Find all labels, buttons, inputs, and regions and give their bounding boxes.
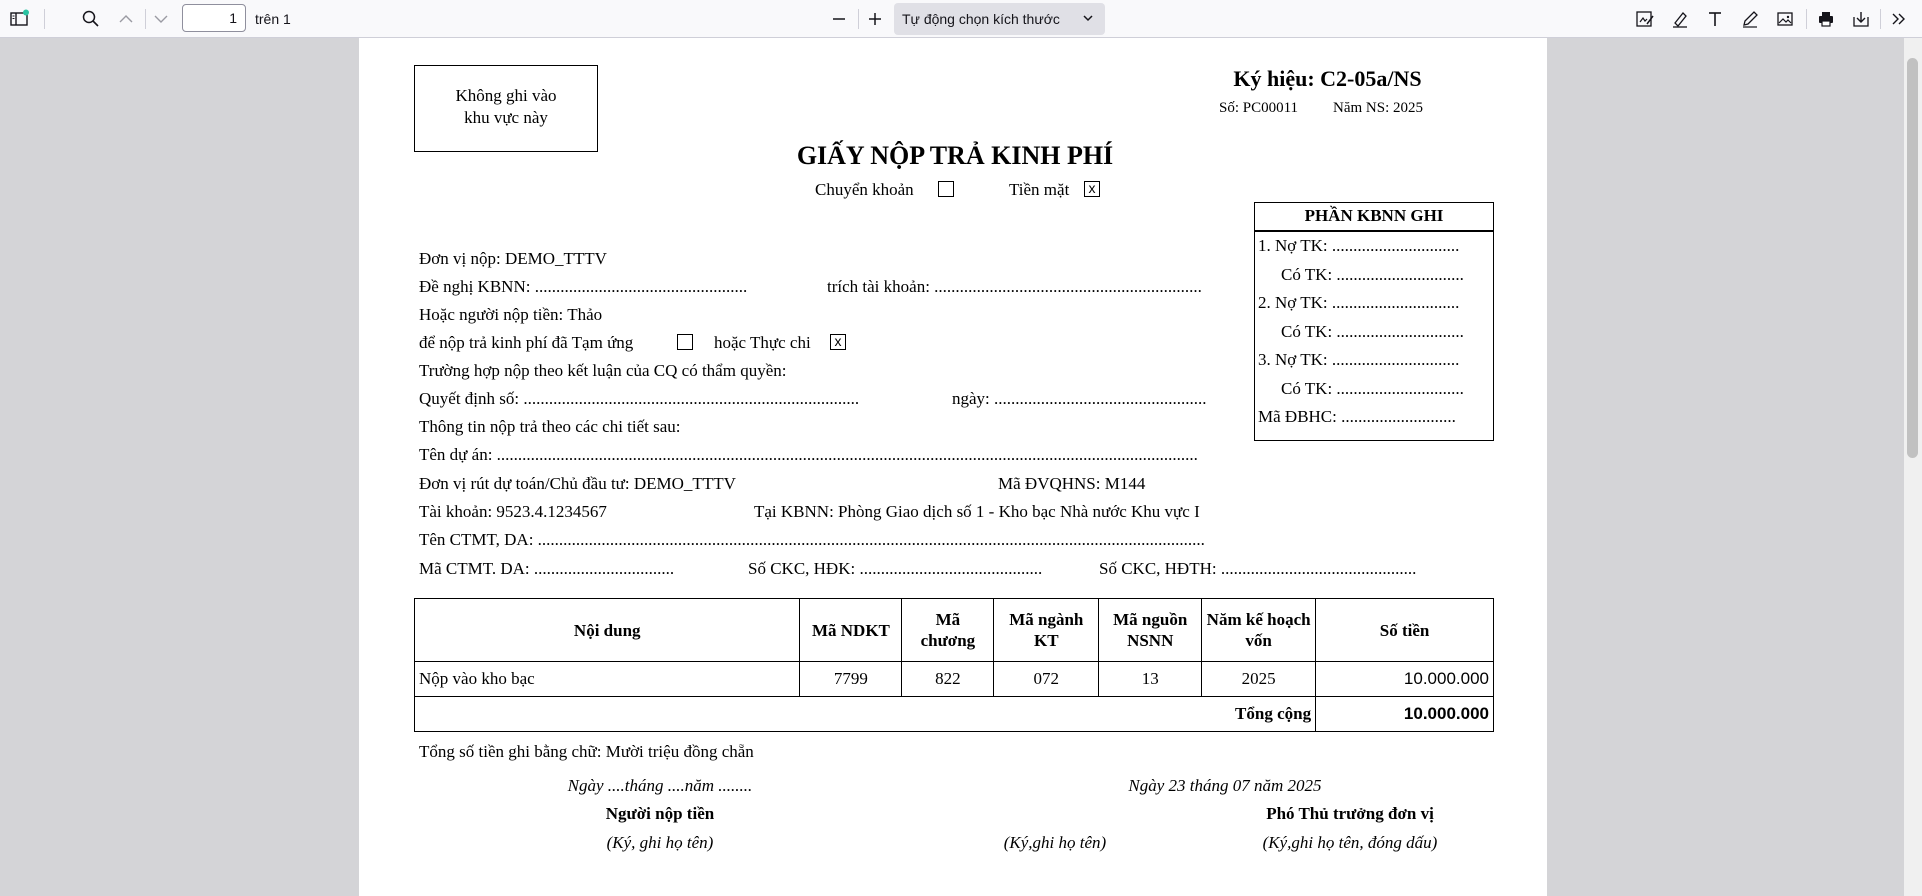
payer-sign-note: (Ký, ghi họ tên) xyxy=(606,833,714,852)
more-tools-icon[interactable] xyxy=(1886,0,1912,38)
budget-unit: Đơn vị rút dự toán/Chủ đầu tư: DEMO_TTTV xyxy=(419,474,736,493)
payment-table xyxy=(414,598,1494,732)
kbnn-line: Mã ĐBHC: ........................... xyxy=(1258,407,1456,426)
form-number: Số: PC00011 xyxy=(1219,100,1299,116)
zoom-out-icon[interactable] xyxy=(826,0,852,38)
toolbar-divider xyxy=(1880,9,1881,29)
table-cell: 072 xyxy=(994,662,1099,697)
table-total-row xyxy=(415,697,1494,732)
scrollbar-thumb[interactable] xyxy=(1907,58,1918,458)
kbnn-line: Có TK: .............................. xyxy=(1281,379,1464,398)
draw-icon[interactable] xyxy=(1737,0,1763,38)
unit-code: Mã ĐVQHNS: M144 xyxy=(998,474,1146,493)
project-name: Tên dự án: ..................................................................................................................................................................... xyxy=(419,445,1198,464)
request-kbnn: Đề nghị KBNN: .................................................. xyxy=(419,277,748,296)
deputy-head-title: Phó Thủ trưởng đơn vị xyxy=(1266,804,1434,823)
kbnn-line: Có TK: .............................. xyxy=(1281,322,1464,341)
table-cell: 822 xyxy=(902,662,994,697)
table-cell: 7799 xyxy=(800,662,902,697)
decision-number: Quyết định số: ............................................................................... xyxy=(419,389,860,408)
image-icon[interactable] xyxy=(1772,0,1798,38)
save-icon[interactable] xyxy=(1848,0,1874,38)
column-header: Nội dung xyxy=(415,599,800,662)
budget-year: Năm NS: 2025 xyxy=(1333,100,1423,116)
decision-date: ngày: .................................................. xyxy=(952,389,1207,408)
payer-title: Người nộp tiền xyxy=(605,804,715,823)
program-code: Mã CTMT. DA: ................................. xyxy=(419,559,675,578)
signature-icon[interactable] xyxy=(1632,0,1658,38)
zoom-in-icon[interactable] xyxy=(862,0,888,38)
toolbar-divider xyxy=(145,9,146,29)
column-header: Mã chương xyxy=(902,599,994,662)
actual-spend-checkbox[interactable]: x xyxy=(830,334,846,350)
table-cell: 2025 xyxy=(1202,662,1316,697)
page-title: GIẤY NỘP TRẢ KINH PHÍ xyxy=(796,141,1114,170)
kbnn-box-divider xyxy=(1255,230,1493,232)
zoom-select-label: Tự động chọn kích thước xyxy=(902,11,1060,27)
transfer-checkbox[interactable] xyxy=(938,181,954,197)
form-symbol: Ký hiệu: C2-05a/NS xyxy=(1233,66,1422,91)
text-icon[interactable] xyxy=(1702,0,1728,38)
kbnn-line: 3. Nợ TK: .............................. xyxy=(1258,350,1460,369)
column-header: Năm kế hoạch vốn xyxy=(1202,599,1316,662)
cash-checkbox[interactable]: x xyxy=(1084,181,1100,197)
highlight-icon[interactable] xyxy=(1667,0,1693,38)
column-header: Mã NDKT xyxy=(800,599,902,662)
middle-sign-note: (Ký,ghi họ tên) xyxy=(1003,833,1107,852)
column-header: Mã ngành KT xyxy=(994,599,1099,662)
table-header-row xyxy=(415,599,1494,662)
ckc-hdk: Số CKC, HĐK: ........................................... xyxy=(748,559,1043,578)
amount-in-words: Tổng số tiền ghi bằng chữ: Mười triệu đồng chẵn xyxy=(419,742,754,761)
cash-label: Tiền mặt xyxy=(1009,180,1070,199)
column-header: Mã nguồn NSNN xyxy=(1099,599,1202,662)
payer-sign-date: Ngày ....tháng ....năm ........ xyxy=(567,776,753,795)
details-intro: Thông tin nộp trả theo các chi tiết sau: xyxy=(419,417,681,436)
page-count-label: trên 1 xyxy=(255,11,291,27)
kbnn-box-title: PHẦN KBNN GHI xyxy=(1304,206,1444,225)
total-label: Tổng cộng xyxy=(415,697,1316,732)
sidebar-toggle-icon[interactable] xyxy=(6,0,32,38)
toolbar-divider xyxy=(1806,9,1807,29)
zoom-select[interactable] xyxy=(894,3,1105,35)
previous-page-icon[interactable] xyxy=(113,0,139,38)
table-cell: 10.000.000 xyxy=(1316,662,1494,697)
print-icon[interactable] xyxy=(1813,0,1839,38)
column-header: Số tiền xyxy=(1316,599,1494,662)
table-cell: Nộp vào kho bạc xyxy=(415,662,800,697)
kbnn-line: 1. Nợ TK: .............................. xyxy=(1258,236,1460,255)
transfer-label: Chuyển khoản xyxy=(815,180,914,199)
unit-sign-note: (Ký,ghi họ tên, đóng dấu) xyxy=(1262,833,1438,852)
no-write-line-1: Không ghi vào xyxy=(455,86,557,105)
advance-checkbox[interactable] xyxy=(677,334,693,350)
toolbar-divider xyxy=(44,9,45,29)
page-number-input[interactable]: 1 xyxy=(182,4,246,32)
ckc-hdth: Số CKC, HĐTH: .............................................. xyxy=(1099,559,1417,578)
pdf-toolbar xyxy=(0,0,1922,38)
program-name: Tên CTMT, DA: ............................................................................................................................................................. xyxy=(419,530,1205,549)
toolbar-divider xyxy=(858,9,859,29)
no-write-line-2: khu vực này xyxy=(464,108,548,127)
paying-unit: Đơn vị nộp: DEMO_TTTV xyxy=(419,249,607,268)
table-cell: 13 xyxy=(1099,662,1202,697)
debit-account: trích tài khoản: ............................................................... xyxy=(827,277,1202,296)
actual-spend-label: hoặc Thực chi xyxy=(714,333,811,352)
total-value: 10.000.000 xyxy=(1316,697,1494,732)
kbnn-line: 2. Nợ TK: .............................. xyxy=(1258,293,1460,312)
treasury-office: Tại KBNN: Phòng Giao dịch số 1 - Kho bạc Nhà nước Khu vực I xyxy=(754,502,1200,521)
search-icon[interactable] xyxy=(78,0,104,38)
authority-case: Trường hợp nộp theo kết luận của CQ có thẩm quyền: xyxy=(419,361,787,380)
next-page-icon[interactable] xyxy=(148,0,174,38)
table-row xyxy=(415,662,1494,697)
advance-label: để nộp trả kinh phí đã Tạm ứng xyxy=(419,333,634,352)
kbnn-line: Có TK: .............................. xyxy=(1281,265,1464,284)
payer-name: Hoặc người nộp tiền: Thảo xyxy=(419,305,603,324)
unit-sign-date: Ngày 23 tháng 07 năm 2025 xyxy=(1128,776,1322,795)
account-number: Tài khoản: 9523.4.1234567 xyxy=(419,502,607,521)
